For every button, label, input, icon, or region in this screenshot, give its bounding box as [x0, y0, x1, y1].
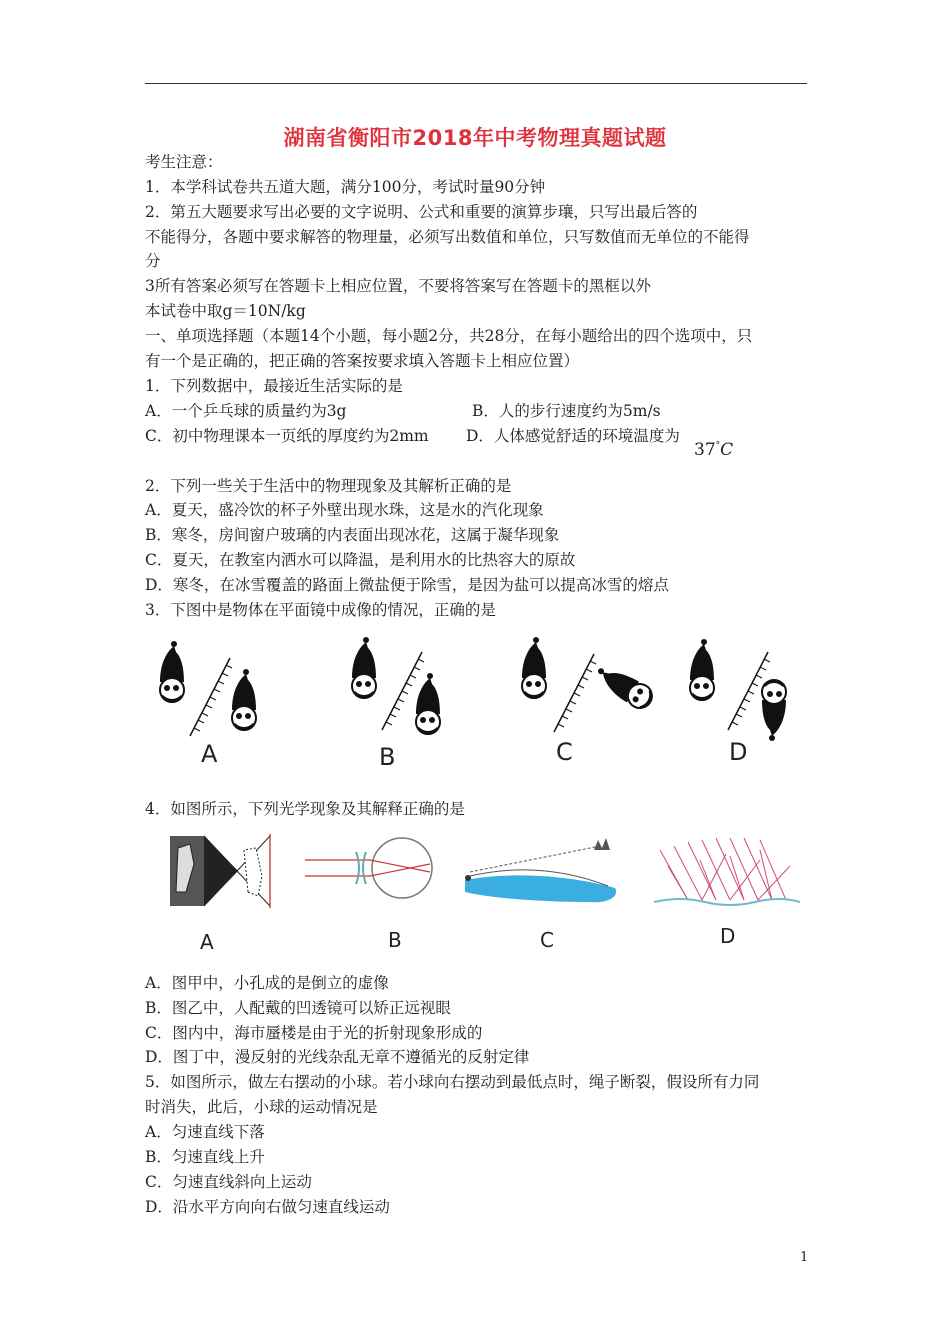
header-rule — [145, 83, 807, 84]
q4-label-d: D — [720, 924, 736, 948]
notice-item-2: 2．第五大题要求写出必要的文字说明、公式和重要的演算步瓖，只写出最后答的 — [145, 203, 698, 221]
q3-option-a-figure — [160, 641, 256, 736]
q5-option-d: D．沿水平方向向右做匀速直线运动 — [145, 1198, 390, 1216]
q4-mirage-figure — [465, 838, 616, 902]
q3-stem: 3．下图中是物体在平面镜中成像的情况，正确的是 — [145, 601, 496, 619]
q5-stem: 5．如图所示，做左右摆动的小球。若小球向右摆动到最低点时，绳子断裂，假设所有力同 — [145, 1073, 760, 1091]
q3-option-d-figure — [690, 639, 786, 741]
q4-option-b: B．图乙中，人配戴的凹透镜可以矫正远视眼 — [145, 999, 451, 1017]
q4-pinhole-figure — [170, 834, 270, 908]
q2-option-d: D．寒冬，在冰雪覆盖的路面上微盐便于除雪，是因为盐可以提高冰雪的熔点 — [145, 576, 669, 594]
q3-label-d: D — [729, 738, 748, 766]
q4-optics-figure — [160, 830, 800, 910]
q1-option-b: B．人的步行速度约为5m/s — [472, 402, 661, 420]
q4-label-a: A — [200, 930, 214, 954]
temperature-value: 37°C — [694, 440, 734, 460]
q1-option-a: A．一个乒乓球的质量约为3g — [145, 402, 347, 420]
q3-label-a: A — [201, 740, 218, 768]
notice-item-1: 1．本学科试卷共五道大题，满分100分，考试时量90分钟 — [145, 178, 546, 196]
q5-option-a: A．匀速直线下落 — [145, 1123, 265, 1141]
q4-option-c: C．图内中，海市蜃楼是由于光的折射现象形成的 — [145, 1024, 483, 1042]
page-number: 1 — [800, 1250, 809, 1265]
q4-label-c: C — [540, 928, 554, 952]
q3-label-c: C — [556, 738, 573, 766]
notice-g-value: 本试卷中取g＝10N/kg — [145, 302, 306, 320]
page-title: 湖南省衡阳市2018年中考物理真题试题 — [283, 126, 667, 150]
q2-option-c: C．夏天，在教室内洒水可以降温，是利用水的比热容大的原故 — [145, 551, 576, 569]
q5-option-b: B．匀速直线上升 — [145, 1148, 265, 1166]
q2-option-a: A．夏天，盛冷饮的杯子外壁出现水珠，这是水的汽化现象 — [145, 501, 544, 519]
q3-label-b: B — [379, 743, 396, 771]
q2-stem: 2．下列一些关于生活中的物理现象及其解析正确的是 — [145, 477, 512, 495]
q1-option-d: D．人体感觉舒适的环境温度为 — [466, 427, 680, 445]
notice-item-2-end: 分 — [145, 252, 161, 270]
q1-option-c: C．初中物理课本一页纸的厚度约为2mm — [145, 427, 429, 445]
notice-item-3: 3所有答案必须写在答题卡上相应位置，不要将答案写在答题卡的黑框以外 — [145, 277, 651, 295]
notice-item-2-cont: 不能得分，各题中要求解答的物理量，必须写出数值和单位，只写数值而无单位的不能得 — [145, 228, 750, 246]
q4-option-a: A．图甲中，小孔成的是倒立的虚像 — [145, 974, 389, 992]
q4-eye-lens-figure — [305, 838, 432, 898]
q3-option-c-figure — [522, 637, 656, 732]
q4-diffuse-reflection-figure — [654, 838, 800, 905]
q4-option-d: D．图丁中，漫反射的光线杂乱无章不遵循光的反射定律 — [145, 1048, 530, 1066]
notice-heading: 考生注意： — [145, 153, 223, 171]
section1-heading-cont: 有一个是正确的，把正确的答案按要求填入答题卡上相应位置） — [145, 352, 580, 370]
q4-label-b: B — [388, 928, 402, 952]
q3-option-b-figure — [352, 637, 440, 734]
q1-stem: 1．下列数据中，最接近生活实际的是 — [145, 377, 403, 395]
section1-heading: 一、单项选择题（本题14个小题，每小题2分，共28分，在每小题给出的四个选项中，只 — [145, 327, 753, 345]
q5-stem-cont: 时消失，此后，小球的运动情况是 — [145, 1098, 378, 1116]
q5-option-c: C．匀速直线斜向上运动 — [145, 1173, 312, 1191]
q3-mirror-figure — [150, 636, 800, 746]
q4-stem: 4．如图所示，下列光学现象及其解释正确的是 — [145, 800, 465, 818]
q2-option-b: B．寒冬，房间窗户玻璃的内表面出现冰花，这属于凝华现象 — [145, 526, 560, 544]
